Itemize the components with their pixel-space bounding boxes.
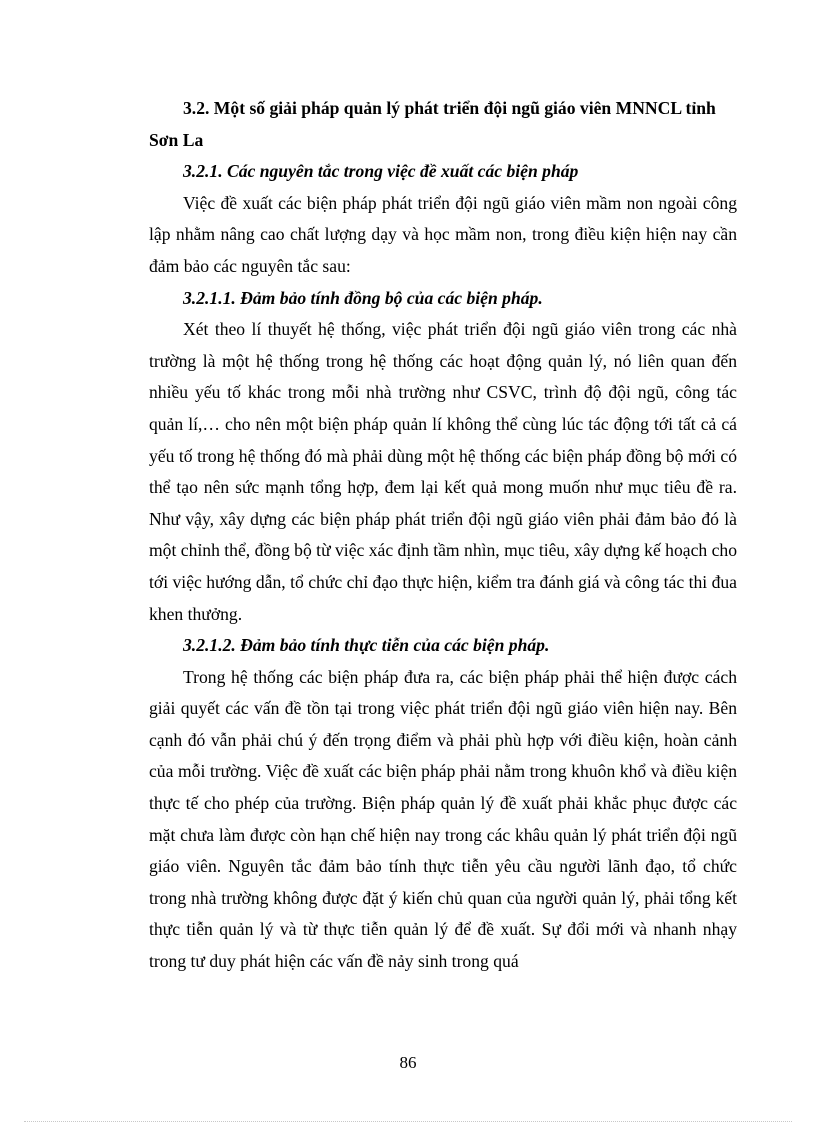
principle-1-heading: 3.2.1.1. Đảm bảo tính đồng bộ của các biện pháp.	[183, 287, 543, 308]
section-heading: 3.2. Một số giải pháp quản lý phát triển đội ngũ giáo viên MNNCL tỉnh Sơn La	[149, 98, 716, 150]
page-number: 86	[399, 1053, 417, 1072]
subsection-heading: 3.2.1. Các nguyên tắc trong việc đề xuất các biện pháp	[183, 161, 579, 182]
intro-paragraph: Việc đề xuất các biện pháp phát triển đội ngũ giáo viên mầm non ngoài công lập nhằm nâng cao chất lượng dạy và học mầm non, trong điều kiện hiện nay cần đảm bảo các nguyên tắc sau:	[149, 192, 737, 276]
principle-2-heading: 3.2.1.2. Đảm bảo tính thực tiễn của các biện pháp.	[183, 635, 550, 656]
page-body	[149, 93, 737, 978]
page-bottom-divider	[24, 1121, 792, 1122]
principle-1-paragraph: Xét theo lí thuyết hệ thống, việc phát triển đội ngũ giáo viên trong các nhà trường là một hệ thống trong hệ thống các hoạt động quản lý, nó liên quan đến nhiều yếu tố khác trong mỗi nhà trường như CSVC, trình độ đội ngũ, công tác quản lí,… cho nên một biện pháp quản lí không thể cùng lúc tác động tới tất cả cá yếu tố trong hệ thống đó mà phải dùng một hệ thống các biện pháp đồng bộ mới có thể tạo nên sức mạnh tổng hợp, đem lại kết quả mong muốn như mục tiêu đề ra. Như vậy, xây dựng các biện pháp phát triển đội ngũ giáo viên phải đảm bảo đó là một chỉnh thể, đồng bộ từ việc xác định tầm nhìn, mục tiêu, xây dựng kế hoạch cho tới việc hướng dẫn, tổ chức chỉ đạo thực hiện, kiểm tra đánh giá và công tác thi đua khen thưởng.	[149, 319, 737, 624]
principle-2-paragraph: Trong hệ thống các biện pháp đưa ra, các biện pháp phải thể hiện được cách giải quyết các vấn đề tồn tại trong việc phát triển đội ngũ giáo viên hiện nay. Bên cạnh đó vẫn phải chú ý đến trọng điểm và phải phù hợp với điều kiện, hoàn cảnh của mỗi trường. Việc đề xuất các biện pháp phải nằm trong khuôn khổ và điều kiện thực tế cho phép của trường. Biện pháp quản lý đề xuất phải khắc phục được các mặt chưa làm được còn hạn chế hiện nay trong các khâu quản lý phát triển đội ngũ giáo viên. Nguyên tắc đảm bảo tính thực tiễn yêu cầu người lãnh đạo, tổ chức trong nhà trường không được đặt ý kiến chủ quan của người quản lý, phải tổng kết thực tiễn quản lý và từ thực tiễn quản lý để đề xuất. Sự đổi mới và nhanh nhạy trong tư duy phát hiện các vấn đề nảy sinh trong quá	[149, 666, 737, 972]
